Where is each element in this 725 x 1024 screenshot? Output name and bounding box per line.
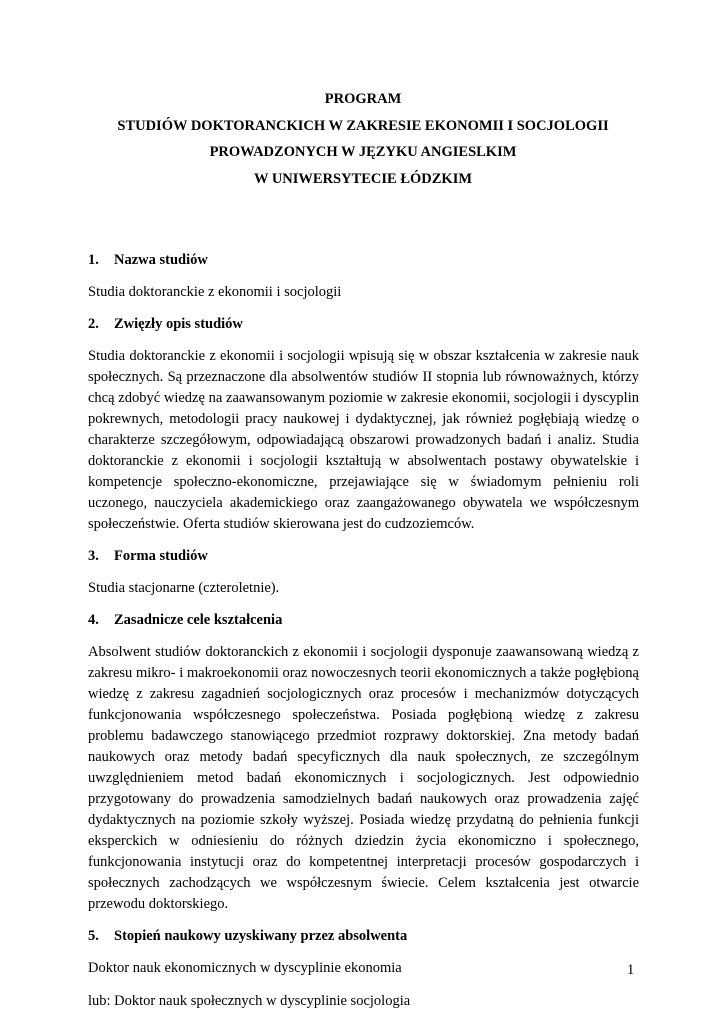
section-heading-1 xyxy=(88,250,639,270)
page-number: 1 xyxy=(627,962,635,978)
section-title: Zwięzły opis studiów xyxy=(114,316,243,332)
section-heading-2 xyxy=(88,314,639,334)
section-body-5-alt: lub: Doktor nauk społecznych w dyscyplinie socjologia xyxy=(88,993,411,1009)
section-body-4: Absolwent studiów doktoranckich z ekonomii i socjologii dysponuje zaawansowaną wiedzą z zakresu mikro- i makroekonomii oraz nowoczesnych teorii ekonomicznych a także pogłębioną wiedzę z zakresu zagadnień socjologicznych oraz procesów i mechanizmów dotyczących funkcjonowania współczesnego społeczeństwa. Posiada pogłębioną wiedzę z zakresu problemu badawczego stanowiącego przedmiot rozprawy doktorskiej. Zna metody badań naukowych oraz metody badań specyficznych dla nauk społecznych, ze szczególnym uwzględnieniem metod badań ekonomicznych i socjologicznych. Jest odpowiednio przygotowany do prowadzenia samodzielnych badań naukowych oraz prowadzenia zajęć dydaktycznych na poziomie szkoły wyższej. Posiada wiedzę przydatną do pełnienia funkcji eksperckich w odniesieniu do różnych dziedzin życia ekonomiczno i społecznego, funkcjonowania instytucji oraz do kompetentnej interpretacji procesów gospodarczych i społecznych zachodzących we współczesnym świecie. Celem kształcenia jest otwarcie przewodu doktorskiego. xyxy=(88,644,639,912)
document-title xyxy=(88,86,638,192)
section-heading-5 xyxy=(88,926,639,946)
title-line-1: PROGRAM xyxy=(324,91,402,107)
section-number: 1. xyxy=(88,252,99,268)
section-number: 5. xyxy=(88,928,99,944)
document-body xyxy=(88,250,639,1012)
section-number: 3. xyxy=(88,548,99,564)
section-heading-3 xyxy=(88,546,639,566)
section-title: Nazwa studiów xyxy=(114,252,208,268)
section-body-3: Studia stacjonarne (czteroletnie). xyxy=(88,580,280,596)
section-title: Stopień naukowy uzyskiwany przez absolwenta xyxy=(114,928,408,944)
title-line-2: STUDIÓW DOKTORANCKICH W ZAKRESIE EKONOMII I SOCJOLOGII xyxy=(117,117,609,134)
section-title: Forma studiów xyxy=(114,548,208,564)
section-heading-4 xyxy=(88,610,639,630)
title-line-3: PROWADZONYCH W JĘZYKU ANGIESLKIM xyxy=(209,144,517,160)
section-number: 4. xyxy=(88,612,99,628)
section-title: Zasadnicze cele kształcenia xyxy=(114,612,283,628)
section-body-1: Studia doktoranckie z ekonomii i socjologii xyxy=(88,284,342,300)
title-line-4: W UNIWERSYTECIE ŁÓDZKIM xyxy=(253,170,473,187)
section-number: 2. xyxy=(88,316,99,332)
section-body-5: Doktor nauk ekonomicznych w dyscyplinie ekonomia xyxy=(88,960,402,976)
section-body-2: Studia doktoranckie z ekonomii i socjologii wpisują się w obszar kształcenia w zakresie nauk społecznych. Są przeznaczone dla absolwentów studiów II stopnia lub równoważnych, którzy chcą zdobyć wiedzę na zaawansowanym poziomie w zakresie ekonomii, socjologii i dyscyplin pokrewnych, metodologii pracy naukowej i dydaktycznej, jak również pogłębiają wiedzę o charakterze szczegółowym, odpowiadającą obszarowi prowadzonych badań i analiz. Studia doktoranckie z ekonomii i socjologii kształtują w absolwentach postawy obywatelskie i kompetencje społeczno-ekonomiczne, przejawiające się w świadomym pełnieniu roli uczonego, nauczyciela akademickiego oraz zaangażowanego obywatela we współczesnym społeczeństwie. Oferta studiów skierowana jest do cudzoziemców. xyxy=(88,348,639,532)
